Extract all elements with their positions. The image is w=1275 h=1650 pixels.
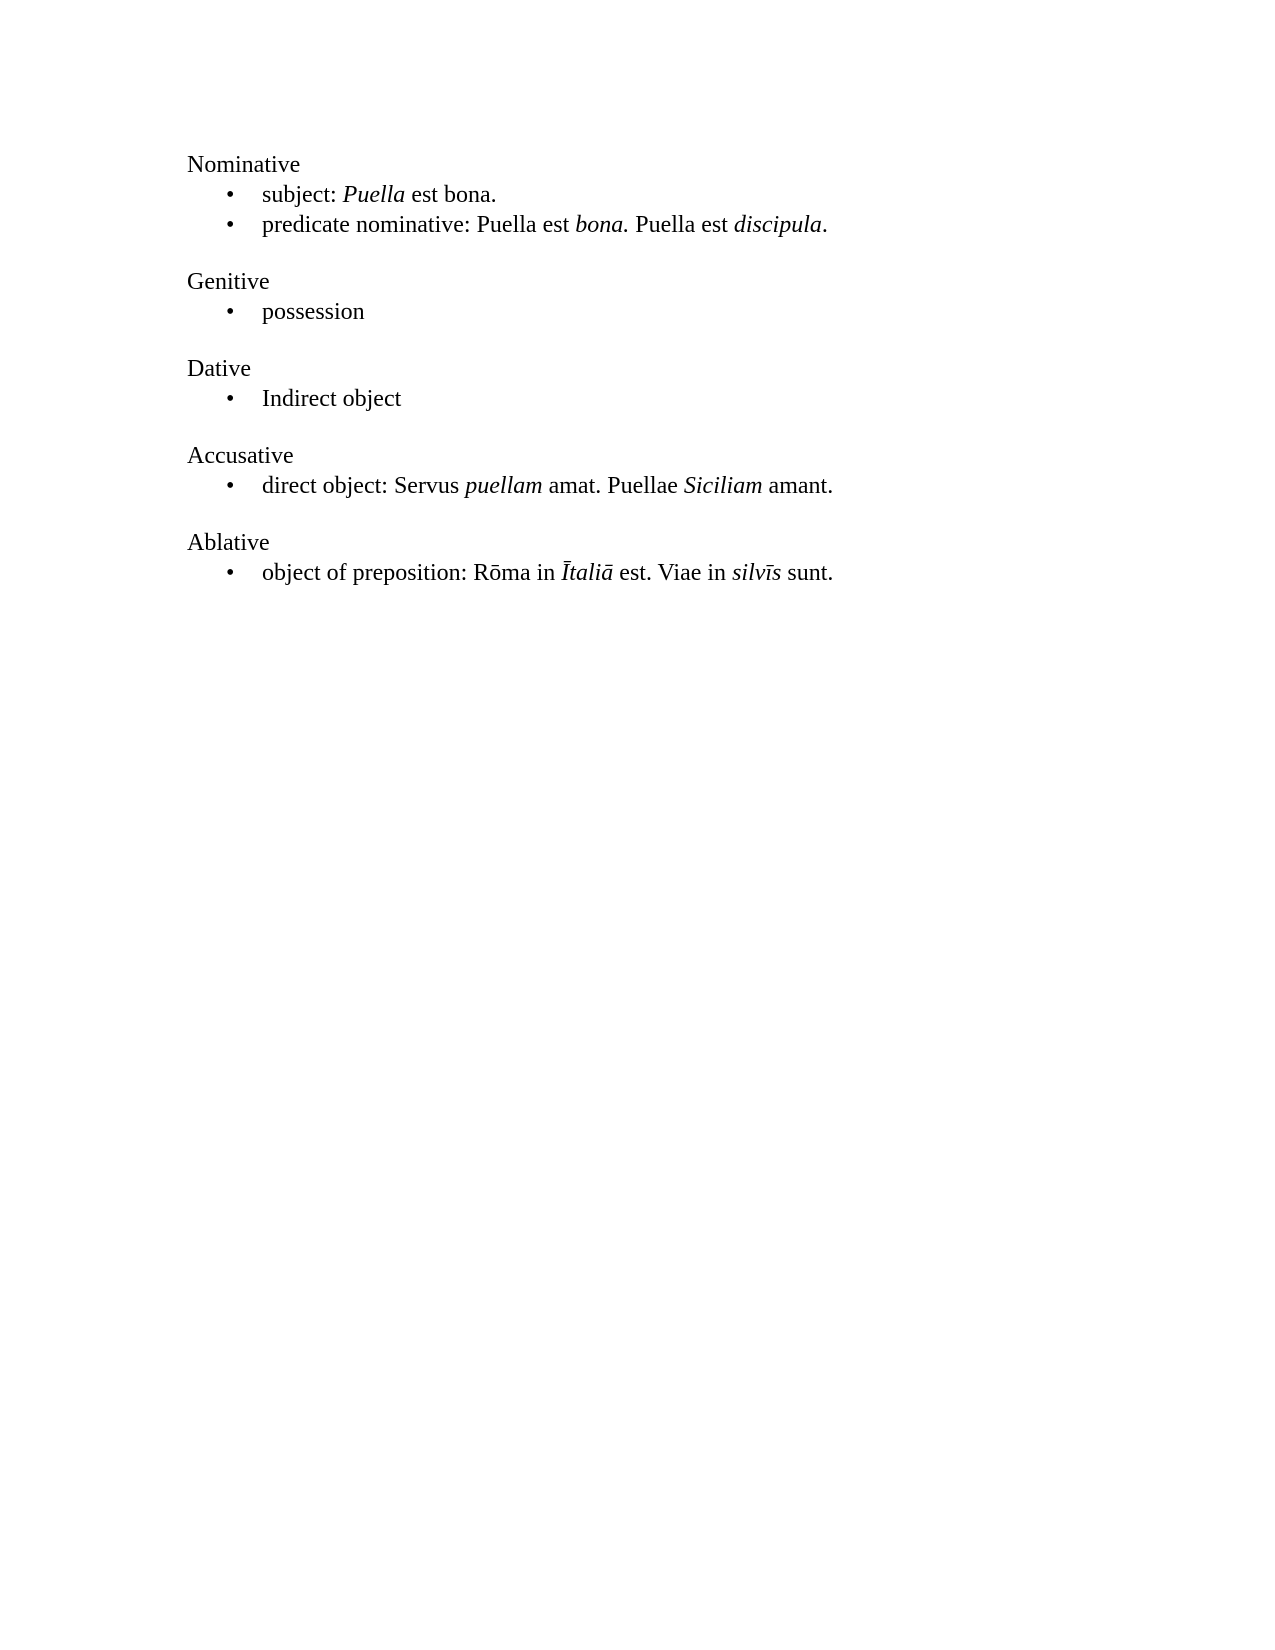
item-text-italic: bona. <box>575 212 630 238</box>
bullet-list <box>187 180 1087 240</box>
bullet-icon: • <box>226 299 235 325</box>
bullet-icon: • <box>226 182 235 208</box>
section-ablative <box>187 528 1087 588</box>
section-heading: Accusative <box>187 443 294 469</box>
item-text: object of preposition: Rōma in <box>262 560 562 586</box>
list-item <box>187 558 1087 588</box>
case-notes <box>187 150 1087 615</box>
section-dative <box>187 354 1087 414</box>
item-text: Puella est <box>629 212 734 238</box>
section-heading: Nominative <box>187 152 301 178</box>
item-text-italic: discipula <box>733 212 822 238</box>
item-text-italic: silvīs <box>732 560 782 586</box>
bullet-icon: • <box>226 386 235 412</box>
bullet-icon: • <box>226 212 235 238</box>
section-heading: Genitive <box>187 269 270 295</box>
item-text-italic: Siciliam <box>683 473 763 499</box>
item-text: predicate nominative: Puella est <box>262 212 576 238</box>
list-item <box>187 210 1087 240</box>
bullet-list <box>187 471 1087 501</box>
item-text-italic: Ītaliā <box>561 560 614 586</box>
section-nominative <box>187 150 1087 240</box>
item-text: subject: <box>262 182 343 208</box>
bullet-icon: • <box>226 560 235 586</box>
item-text-italic: puellam <box>465 473 543 499</box>
list-item <box>187 297 1087 327</box>
item-text: est bona. <box>405 182 497 208</box>
bullet-list <box>187 558 1087 588</box>
item-text: amant. <box>762 473 834 499</box>
list-item <box>187 384 1087 414</box>
bullet-list <box>187 297 1087 327</box>
item-text: . <box>821 212 828 238</box>
item-text: est. Viae in <box>613 560 733 586</box>
item-text-italic: Puella <box>342 182 406 208</box>
section-accusative <box>187 441 1087 501</box>
section-genitive <box>187 267 1087 327</box>
list-item <box>187 180 1087 210</box>
item-text: direct object: Servus <box>262 473 466 499</box>
list-item <box>187 471 1087 501</box>
item-text: amat. Puellae <box>542 473 684 499</box>
item-text: Indirect object <box>262 386 402 412</box>
bullet-list <box>187 384 1087 414</box>
bullet-icon: • <box>226 473 235 499</box>
section-heading: Ablative <box>187 530 270 556</box>
item-text: sunt. <box>781 560 834 586</box>
section-heading: Dative <box>187 356 251 382</box>
item-text: possession <box>262 299 365 325</box>
